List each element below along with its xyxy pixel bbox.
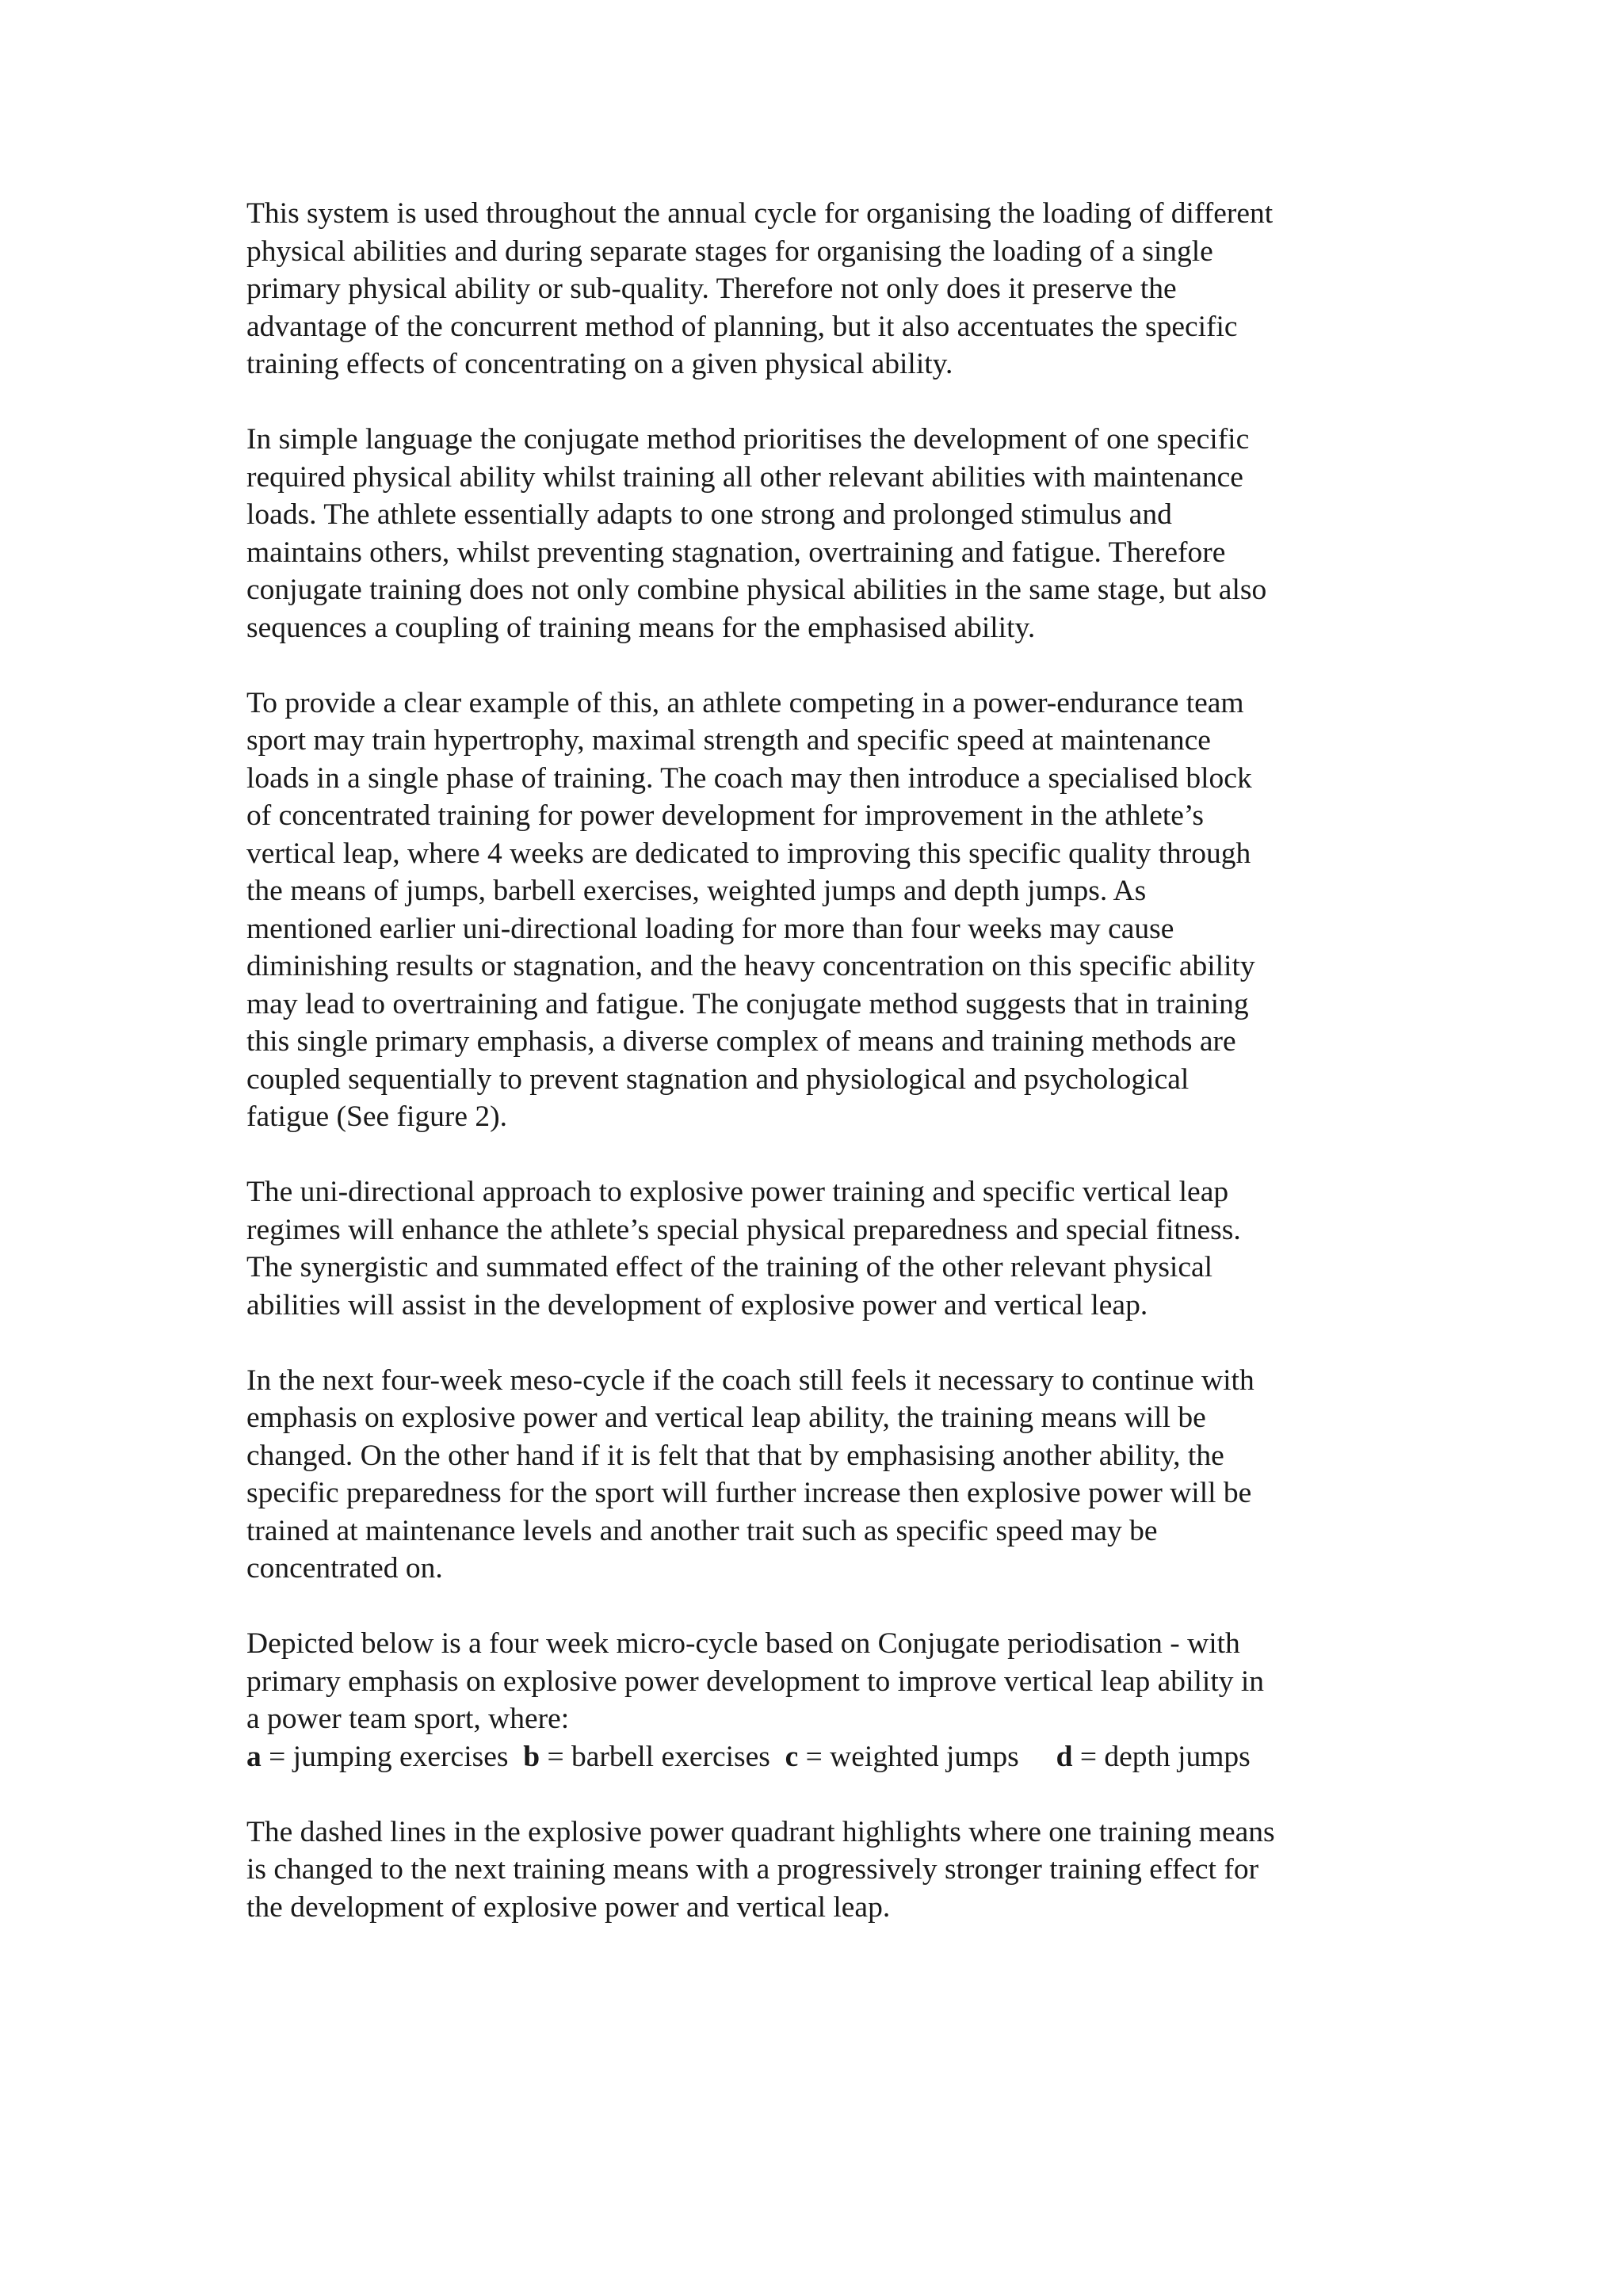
text-line: advantage of the concurrent method of planning, but it also accentuates the specific (246, 310, 1238, 343)
text-line: this single primary emphasis, a diverse complex of means and training methods are (246, 1025, 1236, 1058)
paragraph-uni-directional (246, 1173, 1396, 1324)
paragraph-next-meso-cycle (246, 1362, 1396, 1588)
text-line: To provide a clear example of this, an athlete competing in a power-endurance team (246, 686, 1244, 719)
text-line: primary emphasis on explosive power development to improve vertical leap ability in (246, 1665, 1265, 1698)
paragraph-simple-language (246, 421, 1396, 646)
text-line: In the next four-week meso-cycle if the coach still feels it necessary to continue with (246, 1363, 1254, 1397)
paragraph-conjugate-system (246, 195, 1396, 383)
text-line: physical abilities and during separate stages for organising the loading of a single (246, 235, 1213, 268)
text-line: of concentrated training for power development for improvement in the athlete’s (246, 799, 1204, 832)
text-line: may lead to overtraining and fatigue. The conjugate method suggests that in training (246, 987, 1249, 1020)
text-line: loads in a single phase of training. The coach may then introduce a specialised block (246, 761, 1252, 795)
legend-text-a: = jumping exercises (261, 1740, 524, 1773)
text-line: concentrated on. (246, 1552, 443, 1585)
text-line: Depicted below is a four week micro-cycle based on Conjugate periodisation - with (246, 1627, 1240, 1660)
legend-text-b: = barbell exercises (540, 1740, 785, 1773)
body-text (246, 195, 1396, 1964)
text-line: primary physical ability or sub-quality. Therefore not only does it preserve the (246, 273, 1177, 305)
text-line: mentioned earlier uni-directional loading for more than four weeks may cause (246, 912, 1174, 945)
legend-key-b: b (523, 1740, 540, 1773)
legend-key-c: c (785, 1740, 799, 1773)
text-line: diminishing results or stagnation, and the heavy concentration on this specific ability (246, 950, 1255, 982)
text-line: In simple language the conjugate method prioritises the development of one specific (246, 423, 1250, 456)
legend-key-a: a (246, 1740, 262, 1773)
text-line: fatigue (See figure 2). (246, 1100, 508, 1133)
text-line: required physical ability whilst training all other relevant abilities with maintenance (246, 460, 1243, 494)
paragraph-depicted-below (246, 1625, 1396, 1775)
paragraph-dashed-lines (246, 1814, 1396, 1927)
text-line: emphasis on explosive power and vertical leap ability, the training means will be (246, 1402, 1206, 1434)
means-legend (246, 1738, 1396, 1776)
text-line: The synergistic and summated effect of the training of the other relevant physical (246, 1251, 1213, 1283)
text-line: training effects of concentrating on a given physical ability. (246, 348, 953, 380)
legend-key-d: d (1056, 1740, 1073, 1773)
text-line: changed. On the other hand if it is felt that that by emphasising another ability, the (246, 1439, 1224, 1472)
text-line: the means of jumps, barbell exercises, weighted jumps and depth jumps. As (246, 875, 1147, 907)
text-line: The uni-directional approach to explosive power training and specific vertical leap (246, 1176, 1229, 1208)
text-line: abilities will assist in the development of explosive power and vertical leap. (246, 1288, 1148, 1322)
text-line: sport may train hypertrophy, maximal strength and specific speed at maintenance (246, 724, 1211, 757)
text-line: specific preparedness for the sport will further increase then explosive power will be (246, 1477, 1252, 1509)
text-line: This system is used throughout the annual cycle for organising the loading of different (246, 197, 1274, 230)
paragraph-example (246, 685, 1396, 1136)
text-line: trained at maintenance levels and another trait such as specific speed may be (246, 1514, 1158, 1547)
text-line: the development of explosive power and vertical leap. (246, 1890, 891, 1924)
text-line: coupled sequentially to prevent stagnation and physiological and psychological (246, 1062, 1190, 1096)
text-line: sequences a coupling of training means for the emphasised ability. (246, 611, 1036, 644)
text-line: maintains others, whilst preventing stagnation, overtraining and fatigue. Therefore (246, 536, 1226, 569)
text-line: is changed to the next training means with a progressively stronger training effect for (246, 1853, 1259, 1886)
text-line: conjugate training does not only combine physical abilities in the same stage, but also (246, 574, 1267, 606)
text-line: loads. The athlete essentially adapts to one strong and prolonged stimulus and (246, 498, 1172, 531)
text-line: The dashed lines in the explosive power quadrant highlights where one training means (246, 1815, 1275, 1848)
legend-text-d: = depth jumps (1072, 1740, 1251, 1773)
text-line: vertical leap, where 4 weeks are dedicated to improving this specific quality through (246, 837, 1251, 870)
text-line: regimes will enhance the athlete’s special physical preparedness and special fitness. (246, 1213, 1241, 1246)
legend-text-c: = weighted jumps (798, 1740, 1056, 1773)
text-line: a power team sport, where: (246, 1703, 570, 1735)
